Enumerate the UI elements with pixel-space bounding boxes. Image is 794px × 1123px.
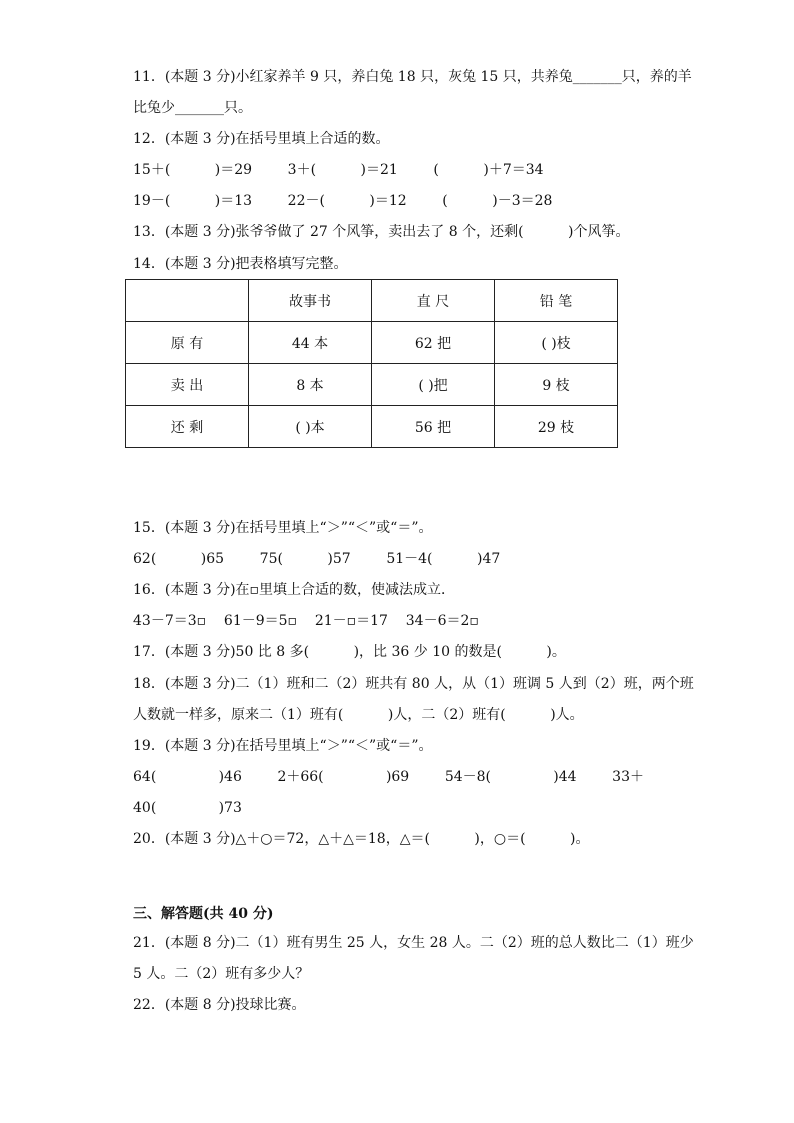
table-cell: 卖 出 — [126, 364, 249, 406]
table-cell: 故事书 — [249, 280, 372, 322]
table-cell: 29 枝 — [495, 406, 618, 448]
q14-line: 14．(本题 3 分)把表格填写完整。 — [133, 256, 348, 272]
table-row — [126, 406, 618, 448]
table-cell: 44 本 — [249, 322, 372, 364]
q15-line: 15．(本题 3 分)在括号里填上“＞”“＜”或“＝”。 — [133, 520, 433, 536]
table-row — [126, 322, 618, 364]
table-row — [126, 364, 618, 406]
q18-line-1: 18．(本题 3 分)二（1）班和二（2）班共有 80 人，从（1）班调 5 人到（2）班，两个班 — [133, 676, 694, 692]
q11-line-2: 比兔少_______只。 — [133, 100, 252, 116]
table-cell: ( )枝 — [495, 322, 618, 364]
q19-line: 19．(本题 3 分)在括号里填上“＞”“＜”或“＝”。 — [133, 738, 433, 754]
table-cell: 还 剩 — [126, 406, 249, 448]
table-cell: 62 把 — [372, 322, 495, 364]
table-cell — [126, 280, 249, 322]
table-cell: 56 把 — [372, 406, 495, 448]
q16-row: 43－7＝3▫ 61－9＝5▫ 21－▫＝17 34－6＝2▫ — [133, 613, 479, 629]
fill-table — [125, 279, 618, 448]
q19-row-1: 64( )46 2＋66( )69 54－8( )44 33＋ — [133, 769, 644, 785]
q12-row-1: 15＋( )＝29 3＋( )＝21 ( )＋7＝34 — [133, 162, 544, 178]
table-cell: 直 尺 — [372, 280, 495, 322]
q18-line-2: 人数就一样多，原来二（1）班有( )人，二（2）班有( )人。 — [133, 707, 584, 723]
q12-line: 12．(本题 3 分)在括号里填上合适的数。 — [133, 131, 390, 147]
table-cell: 铅 笔 — [495, 280, 618, 322]
table-cell: 8 本 — [249, 364, 372, 406]
table-cell: 原 有 — [126, 322, 249, 364]
q21-line-1: 21．(本题 8 分)二（1）班有男生 25 人，女生 28 人。二（2）班的总人数比二（1）班少 — [133, 935, 694, 951]
q12-row-2: 19－( )＝13 22－( )＝12 ( )－3＝28 — [133, 193, 553, 209]
q17-line: 17．(本题 3 分)50 比 8 多( )，比 36 少 10 的数是( )。 — [133, 644, 566, 660]
table-cell: ( )把 — [372, 364, 495, 406]
q11-line-1: 11．(本题 3 分)小红家养羊 9 只，养白兔 18 只，灰兔 15 只，共养兔_______只，养的羊 — [133, 69, 692, 85]
q22-line: 22．(本题 8 分)投球比赛。 — [133, 997, 306, 1013]
table-cell: ( )本 — [249, 406, 372, 448]
table-header-row — [126, 280, 618, 322]
q19-row-2: 40( )73 — [133, 800, 242, 816]
q20-line: 20．(本题 3 分)△＋○＝72，△＋△＝18，△＝( )，○＝( )。 — [133, 831, 590, 847]
q16-line: 16．(本题 3 分)在▫里填上合适的数，使减法成立． — [133, 582, 456, 598]
q21-line-2: 5 人。二（2）班有多少人？ — [133, 966, 310, 982]
table-cell: 9 枝 — [495, 364, 618, 406]
q15-row: 62( )65 75( )57 51－4( )47 — [133, 551, 501, 567]
q13-line: 13．(本题 3 分)张爷爷做了 27 个风筝，卖出去了 8 个，还剩( )个风筝。 — [133, 224, 630, 240]
section-title: 三、解答题(共 40 分) — [133, 906, 274, 922]
